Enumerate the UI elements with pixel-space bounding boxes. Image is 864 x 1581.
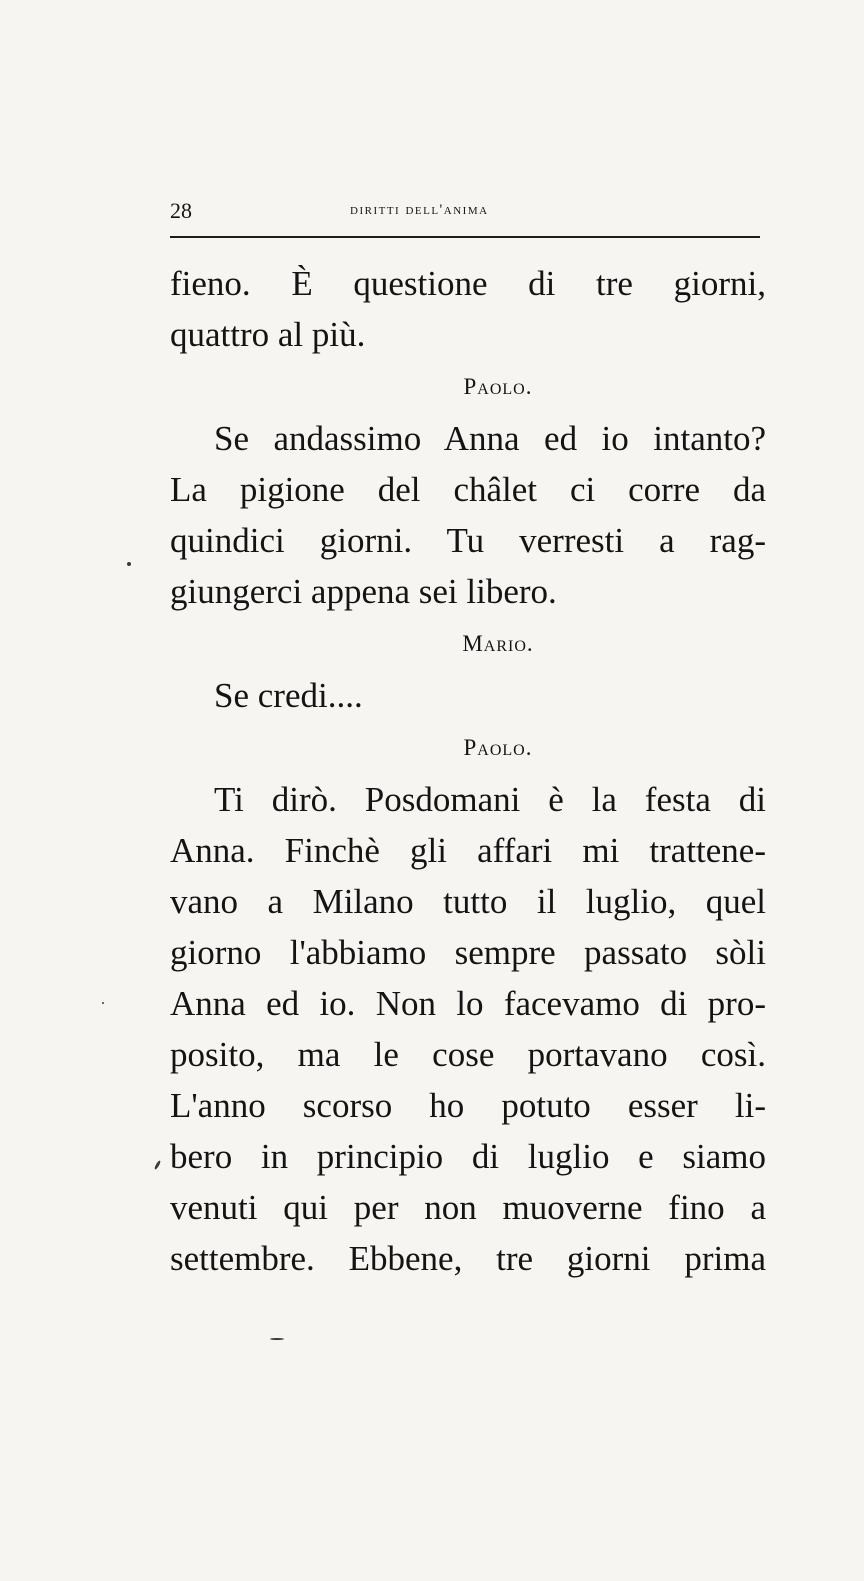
text-line: L'anno scorso ho potuto esser li- bbox=[170, 1086, 766, 1125]
speaker-name: Paolo. bbox=[463, 735, 533, 760]
text-line: bero in principio di luglio e siamo bbox=[170, 1137, 766, 1176]
text-line: fieno. È questione di tre giorni, bbox=[170, 264, 766, 303]
text-line: settembre. Ebbene, tre giorni prima bbox=[170, 1239, 766, 1278]
running-title: diritti dell'anima bbox=[350, 202, 489, 218]
text-line: giungerci appena sei libero. bbox=[170, 572, 557, 611]
text-line: Se credi.... bbox=[214, 676, 363, 715]
scan-speck bbox=[127, 562, 131, 566]
text-line: Anna ed io. Non lo facevamo di pro- bbox=[170, 984, 766, 1023]
text-line: quindici giorni. Tu verresti a rag- bbox=[170, 521, 766, 560]
header-rule bbox=[170, 236, 760, 238]
text-line: La pigione del châlet ci corre da bbox=[170, 470, 766, 509]
scan-speck bbox=[102, 1002, 104, 1004]
text-line: Anna. Finchè gli affari mi trattene- bbox=[170, 831, 766, 870]
text-line: quattro al più. bbox=[170, 315, 366, 354]
running-head bbox=[170, 192, 760, 232]
text-line: venuti qui per non muoverne fino a bbox=[170, 1188, 766, 1227]
text-line: Ti dirò. Posdomani è la festa di bbox=[214, 780, 766, 819]
text-line: posito, ma le cose portavano così. bbox=[170, 1035, 766, 1074]
page-text bbox=[170, 258, 766, 1284]
scan-speck bbox=[270, 1338, 284, 1340]
text-line: Se andassimo Anna ed io intanto? bbox=[214, 419, 766, 458]
scan-speck bbox=[154, 1160, 162, 1170]
page-number: 28 bbox=[170, 198, 192, 223]
speaker-name: Paolo. bbox=[463, 374, 533, 399]
text-line: giorno l'abbiamo sempre passato sòli bbox=[170, 933, 766, 972]
speaker-name: Mario. bbox=[462, 631, 534, 656]
text-line: vano a Milano tutto il luglio, quel bbox=[170, 882, 766, 921]
